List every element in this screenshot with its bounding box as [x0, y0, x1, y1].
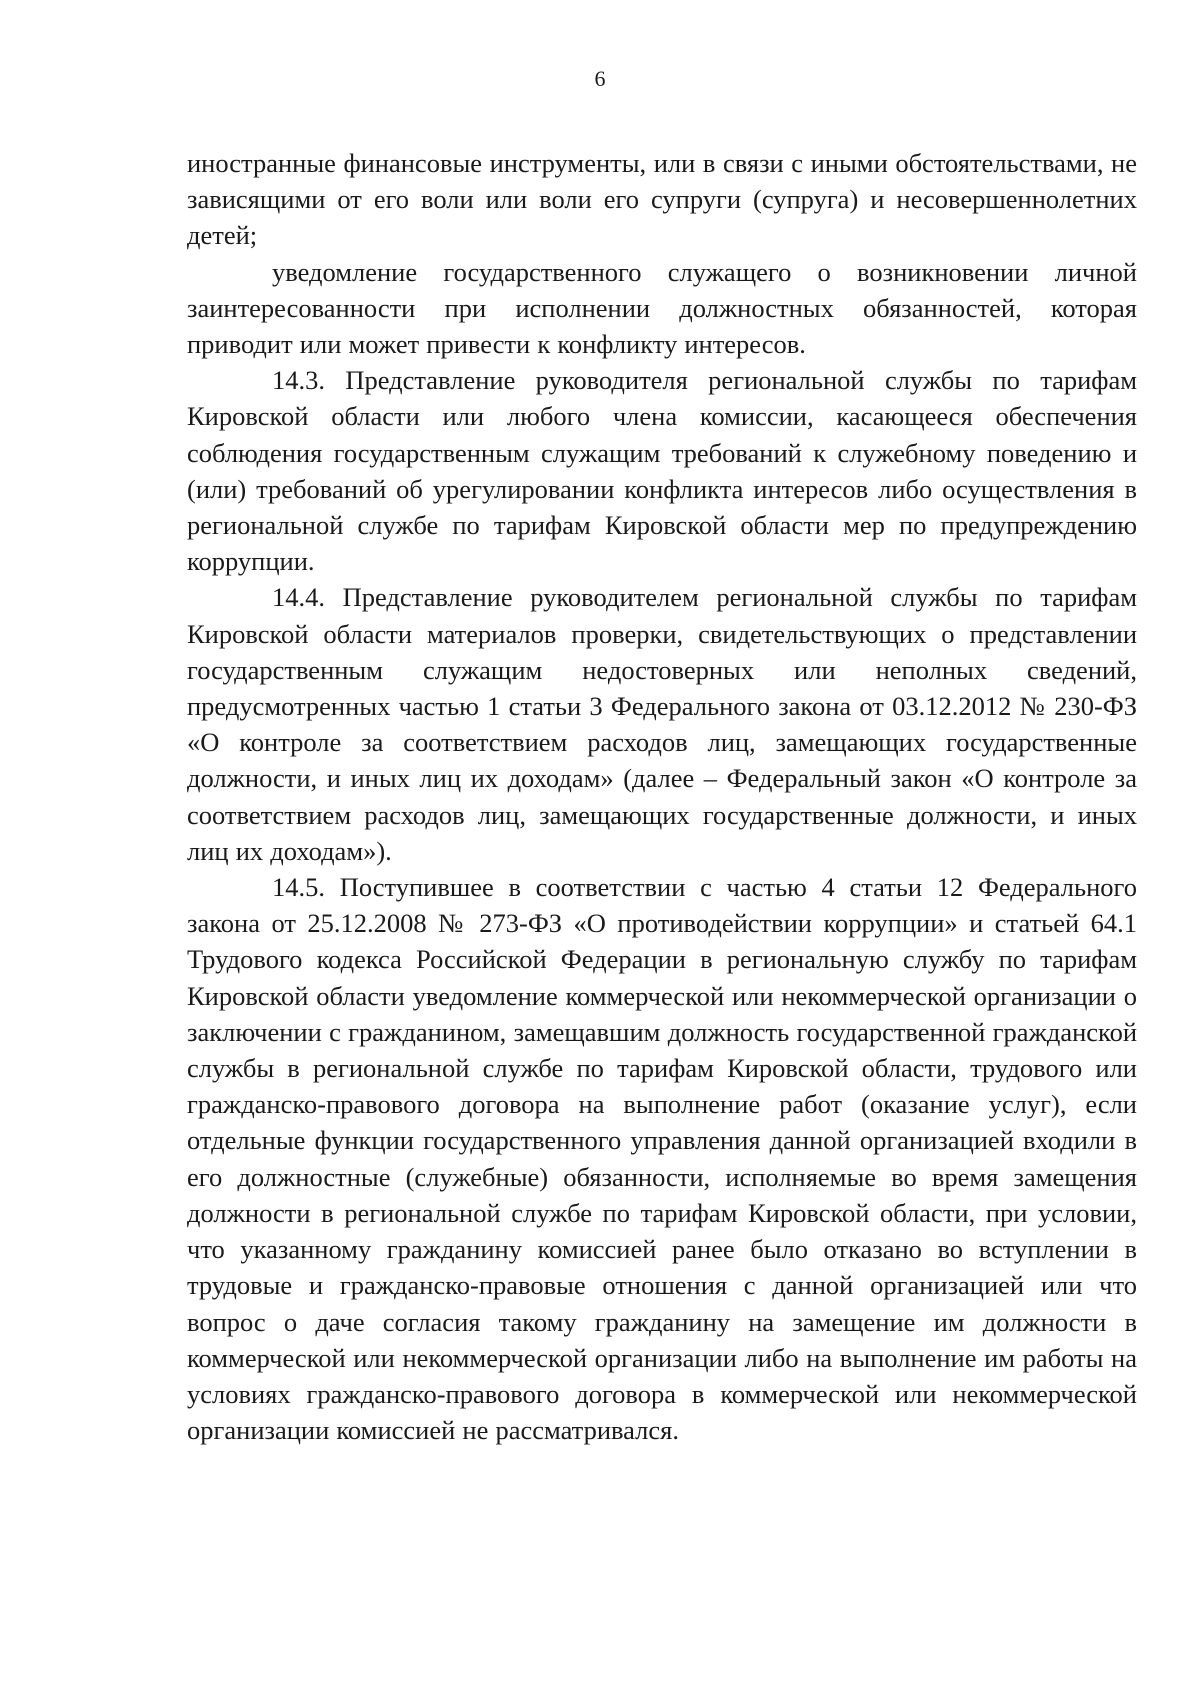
paragraph-14-5: 14.5. Поступившее в соответствии с частью 4 статьи 12 Федерального закона от 25.12.2008 № 273-ФЗ «О противодействии коррупции» и статьей 64.1 Трудового кодекса Российской Федерации в региональную службу по тарифам Кировской области уведомление коммерческой или некоммерческой организации о заключении с гражданином, замещавшим должность государственной гражданской службы в региональной службе по тарифам Кировской области, трудового или гражданско-правового договора на выполнение работ (оказание услуг), если отдельные функции государственного управления данной организацией входили в его должностные (служебные) обязанности, исполняемые во время замещения должности в региональной службе по тарифам Кировской области, при условии, что указанному гражданину комиссией ранее было отказано во вступлении в трудовые и гражданско-правовые отношения с данной организацией или что вопрос о даче согласия такому гражданину на замещение им должности в коммерческой или некоммерческой организации либо на выполнение им работы на условиях гражданско-правового договора в коммерческой или некоммерческой организации комиссией не рассматривался. — [187, 872, 1137, 1446]
paragraph-14-3: 14.3. Представление руководителя региональной службы по тарифам Кировской области или любого члена комиссии, касающееся обеспечения соблюдения государственным служащим требований к служебному поведению и (или) требований об урегулировании конфликта интересов либо осуществления в региональной службе по тарифам Кировской области мер по предупреждению коррупции. — [187, 365, 1137, 577]
paragraph-14-4: 14.4. Представление руководителем региональной службы по тарифам Кировской области материалов проверки, свидетельствующих о представлении государственным служащим недостоверных или неполных сведений, предусмотренных частью 1 статьи 3 Федерального закона от 03.12.2012 № 230-ФЗ «О контроле за соответствием расходов лиц, замещающих государственные должности, и иных лиц их доходам» (далее – Федеральный закон «О контроле за соответствием расходов лиц, замещающих государственные должности, и иных лиц их доходам»). — [187, 582, 1137, 866]
page-number: 6 — [594, 66, 606, 91]
paragraph-continuation: иностранные финансовые инструменты, или в связи с иными обстоятельствами, не зависящими от его воли или воли его супруги (супруга) и несовершеннолетних детей; — [187, 148, 1137, 251]
paragraph-notification: уведомление государственного служащего о возникновении личной заинтересованности при исполнении должностных обязанностей, которая приводит или может привести к конфликту интересов. — [187, 256, 1137, 360]
document-body — [187, 145, 1137, 1448]
